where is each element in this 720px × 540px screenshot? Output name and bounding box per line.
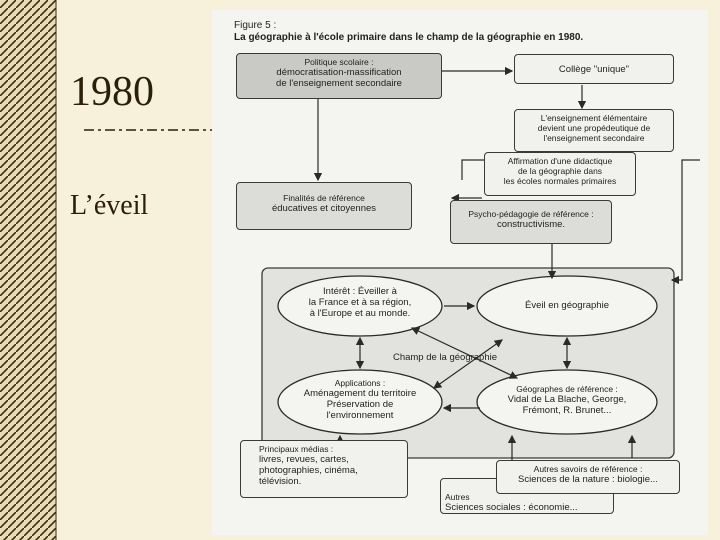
applications-line4: l'environnement xyxy=(326,410,394,421)
college-label: Collège "unique" xyxy=(558,64,630,75)
interet-text xyxy=(286,286,434,319)
psycho-box xyxy=(450,200,612,244)
applications-line3: Préservation de xyxy=(326,399,394,410)
sociales-line1: Autres xyxy=(445,492,470,502)
slide-subtitle: L’éveil xyxy=(70,190,149,221)
medias-line1: Principaux médias : xyxy=(259,444,334,454)
politique-line1: Politique scolaire : xyxy=(304,57,374,67)
finalites-line2: éducatives et citoyennes xyxy=(271,203,377,214)
geographes-line2: Vidal de La Blache, George, xyxy=(507,394,627,405)
applications-line2: Aménagement du territoire xyxy=(303,388,417,399)
interet-line2: la France et à sa région, xyxy=(308,297,412,308)
champ-label: Champ de la géographie xyxy=(392,352,498,363)
figure-label xyxy=(234,20,583,44)
geographes-text xyxy=(485,384,649,416)
affirmation-line1: Affirmation d'une didactique xyxy=(507,156,613,166)
slide-title: 1980 xyxy=(70,69,154,115)
psycho-line1: Psycho-pédagogie de référence : xyxy=(468,209,594,219)
finalites-box xyxy=(236,182,412,230)
sociales-line2: Sciences sociales : économie... xyxy=(445,502,578,513)
medias-line2: livres, revues, cartes, xyxy=(259,454,349,465)
politique-line3: de l'enseignement secondaire xyxy=(276,78,402,89)
finalites-line1: Finalités de référence xyxy=(283,193,365,203)
diagram-figure xyxy=(212,10,708,535)
nature-line1: Autres savoirs de référence : xyxy=(533,464,643,474)
applications-text xyxy=(284,378,436,421)
psycho-line2: constructivisme. xyxy=(496,219,566,230)
politique-box xyxy=(236,53,442,99)
geographes-line1: Géographes de référence : xyxy=(516,384,618,394)
decorative-stripe-band xyxy=(0,0,56,540)
enseignement-line3: l'enseignement secondaire xyxy=(543,133,645,143)
applications-line1: Applications : xyxy=(334,378,386,388)
title-divider-line xyxy=(84,129,224,131)
interet-line1: Intérêt : Éveiller à xyxy=(323,286,397,297)
enseignement-line2: devient une propédeutique de xyxy=(537,123,651,133)
nature-line2: Sciences de la nature : biologie... xyxy=(518,474,658,485)
politique-line2: démocratisation-massification xyxy=(276,67,402,78)
medias-line4: télévision. xyxy=(259,476,302,487)
affirmation-line3: les écoles normales primaires xyxy=(503,176,617,186)
geographes-line3: Frémont, R. Brunet... xyxy=(522,405,612,416)
eveil-label: Éveil en géographie xyxy=(525,300,609,311)
medias-line3: photographies, cinéma, xyxy=(259,465,358,476)
enseignement-box xyxy=(514,109,674,152)
figure-number: Figure 5 : xyxy=(234,20,277,31)
enseignement-line1: L'enseignement élémentaire xyxy=(540,113,648,123)
nature-box xyxy=(496,460,680,494)
affirmation-line2: de la géographie dans xyxy=(517,166,603,176)
affirmation-box xyxy=(484,152,636,196)
figure-caption: La géographie à l'école primaire dans le champ de la géographie en 1980. xyxy=(234,32,584,43)
medias-box xyxy=(240,440,408,498)
college-box xyxy=(514,54,674,84)
interet-line3: à l'Europe et au monde. xyxy=(309,308,411,319)
